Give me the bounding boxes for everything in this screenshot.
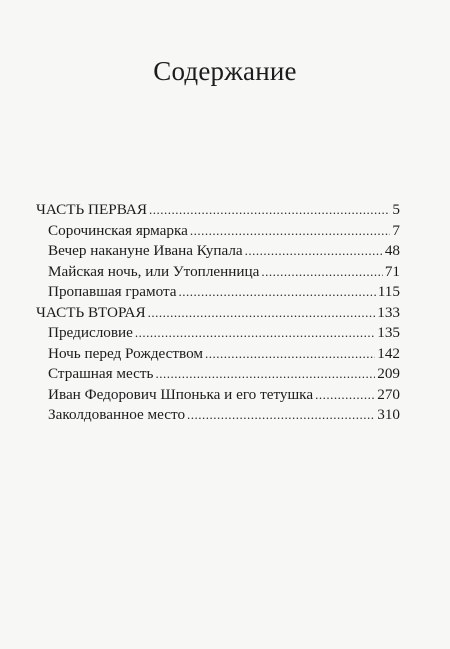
toc-leader-dots — [315, 385, 375, 406]
toc-page-number: 310 — [377, 406, 400, 423]
toc-entry-label: Пропавшая грамота — [48, 283, 177, 300]
toc-part-heading — [36, 200, 400, 221]
toc-page-number: 48 — [384, 242, 400, 259]
toc-entry — [36, 405, 400, 426]
toc-page-number: 133 — [377, 303, 400, 321]
toc-leader-dots — [135, 323, 375, 344]
toc-entry-label: ЧАСТЬ ВТОРАЯ — [36, 303, 146, 321]
toc-part-heading — [36, 303, 400, 324]
toc-entry — [36, 221, 400, 242]
toc-leader-dots — [261, 262, 382, 283]
toc-page-number: 5 — [392, 201, 400, 218]
toc-page-number: 7 — [392, 221, 400, 239]
toc-leader-dots — [245, 241, 383, 262]
toc-entry-label: Вечер накануне Ивана Купала — [48, 242, 243, 259]
toc-leader-dots — [149, 200, 390, 221]
toc-entry-label: Сорочинская ярмарка — [48, 221, 188, 239]
toc-page-number: 209 — [377, 365, 400, 382]
toc-entry-label: Ночь перед Рождеством — [48, 344, 204, 362]
toc-entry-label: Заколдованное место — [48, 406, 186, 423]
toc-page-number: 135 — [377, 324, 400, 341]
toc-entry — [36, 364, 400, 385]
toc-entry — [36, 323, 400, 344]
toc-entry-label: ЧАСТЬ ПЕРВАЯ — [36, 201, 147, 218]
toc-entry — [36, 385, 400, 406]
toc-entry-label: Предисловие — [48, 324, 133, 341]
toc-leader-dots — [205, 344, 375, 365]
toc-entry — [36, 344, 400, 365]
page-title: Содержание — [153, 56, 297, 86]
toc-page-number: 71 — [384, 262, 400, 280]
toc-leader-dots — [148, 303, 376, 324]
toc-entry — [36, 262, 400, 283]
toc-leader-dots — [155, 364, 375, 385]
toc-entry — [36, 241, 400, 262]
toc-leader-dots — [190, 221, 391, 242]
toc-page-number: 115 — [377, 283, 400, 300]
toc-leader-dots — [187, 405, 375, 426]
toc-leader-dots — [179, 282, 376, 303]
table-of-contents — [36, 200, 400, 426]
toc-entry-label: Иван Федорович Шпонька и его тетушка — [48, 385, 314, 403]
toc-entry-label: Страшная месть — [48, 365, 154, 382]
toc-entry — [36, 282, 400, 303]
toc-page-number: 142 — [377, 344, 400, 362]
toc-entry-label: Майская ночь, или Утопленница — [48, 262, 260, 280]
toc-page-number: 270 — [377, 385, 400, 403]
